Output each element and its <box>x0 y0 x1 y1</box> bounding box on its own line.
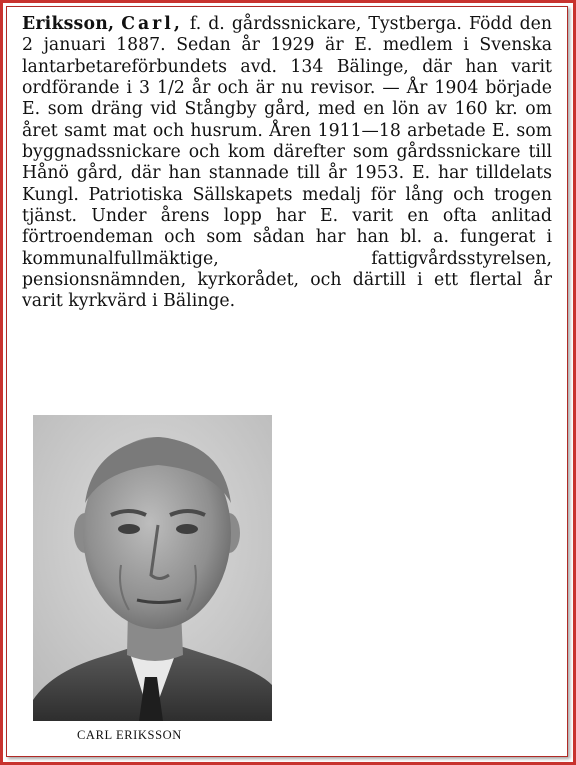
entry-surname: Eriksson, <box>22 14 115 34</box>
entry-body: f. d. gårdssnickare, Tystberga. Född den 2 januari 1887. Sedan år 1929 är E. medlem i Svenska lantarbetareförbundets avd. 134 Bälinge, där han varit ordförande i 3 1/2 år och är nu revisor. — År 1904 började E. som dräng vid Stångby gård, med en lön av 160 kr. om året samt mat och husrum. Åren 1911—18 arbetade E. som byggnadssnickare och kom därefter som gårdssnickare till Hånö gård, där han stannade till år 1953. E. har tilldelats Kungl. Patriotiska Sällskapets medalj för lång och trogen tjänst. Under årens lopp har E. varit en ofta anlitad förtroendeman och som sådan har han bl. a. fungerat i kommunalfullmäktige, fattigvårdsstyrelsen, pensionsnämnden, kyrkorådet, och därtill i ett flertal år varit kyrkvärd i Bälinge. <box>22 14 552 312</box>
portrait-image <box>33 415 272 721</box>
portrait-photo <box>33 415 272 721</box>
photo-caption: CARL ERIKSSON <box>77 728 182 742</box>
biography-entry <box>22 14 552 313</box>
entry-firstname: Carl, <box>121 14 183 34</box>
